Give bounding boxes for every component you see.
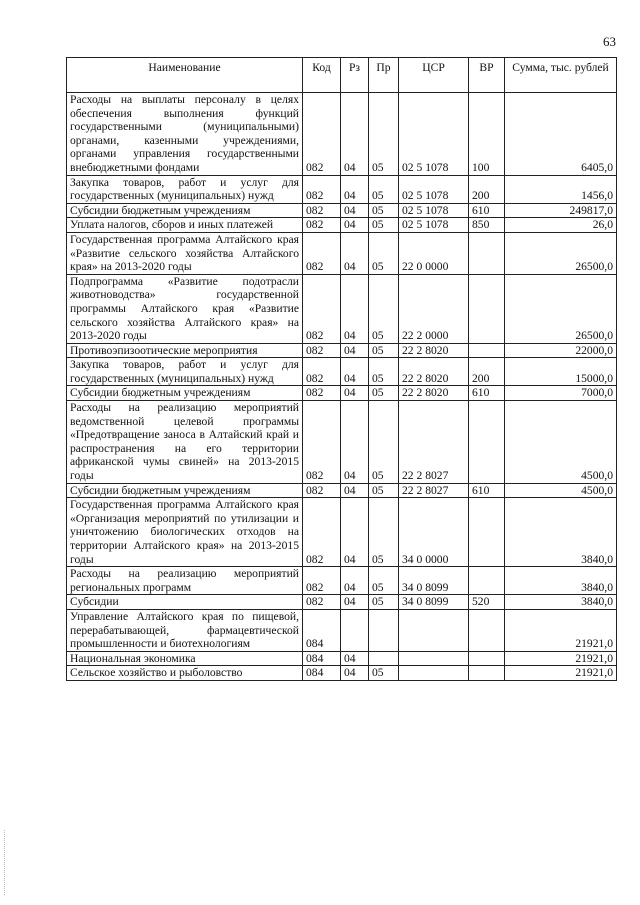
cell-pr: 05 [369, 386, 399, 401]
cell-csr: 22 2 0000 [399, 274, 469, 343]
cell-vr [469, 401, 505, 484]
cell-sum: 4500,0 [505, 401, 617, 484]
header-csr: ЦСР [399, 58, 469, 93]
cell-name: Субсидии бюджетным учреждениям [67, 483, 303, 498]
table-row [67, 401, 617, 484]
cell-vr [469, 609, 505, 651]
cell-name: Государственная программа Алтайского края «Развитие сельского хозяйства Алтайского края» на 2013-2020 годы [67, 232, 303, 274]
cell-kod: 084 [303, 609, 341, 651]
cell-vr: 610 [469, 386, 505, 401]
cell-rz: 04 [341, 274, 369, 343]
cell-pr: 05 [369, 203, 399, 218]
cell-name: Закупка товаров, работ и услуг для государственных (муниципальных) нужд [67, 358, 303, 386]
cell-name: Противоэпизоотические мероприятия [67, 343, 303, 358]
table-header-row [67, 58, 617, 93]
table-row [67, 343, 617, 358]
cell-pr: 05 [369, 274, 399, 343]
cell-kod: 082 [303, 498, 341, 567]
cell-pr [369, 651, 399, 666]
cell-name: Национальная экономика [67, 651, 303, 666]
cell-pr: 05 [369, 175, 399, 203]
cell-pr: 05 [369, 218, 399, 233]
table-row [67, 595, 617, 610]
cell-sum: 26500,0 [505, 232, 617, 274]
table-row [67, 609, 617, 651]
cell-pr: 05 [369, 93, 399, 176]
cell-name: Расходы на реализацию мероприятий региональных программ [67, 567, 303, 595]
cell-vr: 520 [469, 595, 505, 610]
header-sum: Сумма, тыс. рублей [505, 58, 617, 93]
cell-kod: 082 [303, 401, 341, 484]
cell-pr: 05 [369, 358, 399, 386]
cell-name: Закупка товаров, работ и услуг для государственных (муниципальных) нужд [67, 175, 303, 203]
cell-kod: 082 [303, 274, 341, 343]
cell-kod: 082 [303, 343, 341, 358]
cell-rz: 04 [341, 651, 369, 666]
cell-rz: 04 [341, 93, 369, 176]
header-pr: Пр [369, 58, 399, 93]
cell-vr [469, 274, 505, 343]
cell-sum: 1456,0 [505, 175, 617, 203]
table-row [67, 483, 617, 498]
cell-name: Расходы на выплаты персоналу в целях обеспечения выполнения функций государственными (муниципальными) органами, казенными учреждениями, органами управления государственными внебюджетными фондами [67, 93, 303, 176]
cell-csr: 22 2 8027 [399, 483, 469, 498]
cell-vr: 200 [469, 175, 505, 203]
cell-vr [469, 666, 505, 681]
cell-csr [399, 609, 469, 651]
cell-pr: 05 [369, 666, 399, 681]
cell-sum: 15000,0 [505, 358, 617, 386]
cell-csr: 34 0 0000 [399, 498, 469, 567]
table-row [67, 232, 617, 274]
cell-kod: 082 [303, 218, 341, 233]
cell-sum: 6405,0 [505, 93, 617, 176]
cell-vr [469, 232, 505, 274]
table-row [67, 651, 617, 666]
cell-sum: 7000,0 [505, 386, 617, 401]
header-name: Наименование [67, 58, 303, 93]
cell-vr: 100 [469, 93, 505, 176]
cell-csr: 02 5 1078 [399, 203, 469, 218]
cell-sum: 22000,0 [505, 343, 617, 358]
cell-rz: 04 [341, 232, 369, 274]
header-kod: Код [303, 58, 341, 93]
cell-sum: 21921,0 [505, 609, 617, 651]
cell-kod: 082 [303, 567, 341, 595]
table-row [67, 274, 617, 343]
cell-kod: 084 [303, 666, 341, 681]
cell-kod: 082 [303, 386, 341, 401]
cell-sum: 26500,0 [505, 274, 617, 343]
cell-vr: 610 [469, 203, 505, 218]
cell-csr: 22 0 0000 [399, 232, 469, 274]
cell-name: Управление Алтайского края по пищевой, перерабатывающей, фармацевтической промышленности и биотехнологиям [67, 609, 303, 651]
header-vr: ВР [469, 58, 505, 93]
cell-rz: 04 [341, 218, 369, 233]
cell-sum: 21921,0 [505, 651, 617, 666]
cell-rz: 04 [341, 386, 369, 401]
cell-rz: 04 [341, 203, 369, 218]
cell-pr: 05 [369, 232, 399, 274]
cell-name: Уплата налогов, сборов и иных платежей [67, 218, 303, 233]
cell-csr: 02 5 1078 [399, 93, 469, 176]
scan-edge-mark [4, 830, 7, 895]
cell-kod: 082 [303, 175, 341, 203]
cell-kod: 084 [303, 651, 341, 666]
budget-table [66, 57, 617, 681]
cell-rz: 04 [341, 401, 369, 484]
cell-kod: 082 [303, 203, 341, 218]
table-row [67, 203, 617, 218]
cell-rz: 04 [341, 666, 369, 681]
cell-pr: 05 [369, 401, 399, 484]
table-row [67, 358, 617, 386]
cell-csr: 22 2 8020 [399, 386, 469, 401]
cell-pr: 05 [369, 498, 399, 567]
cell-name: Государственная программа Алтайского края «Организация мероприятий по утилизации и уничтожению биологических отходов на территории Алтайского края» на 2013-2015 годы [67, 498, 303, 567]
cell-vr [469, 498, 505, 567]
table-row [67, 666, 617, 681]
cell-csr: 02 5 1078 [399, 175, 469, 203]
cell-csr: 02 5 1078 [399, 218, 469, 233]
cell-name: Субсидии бюджетным учреждениям [67, 386, 303, 401]
cell-kod: 082 [303, 483, 341, 498]
cell-vr: 850 [469, 218, 505, 233]
cell-pr: 05 [369, 343, 399, 358]
cell-csr: 22 2 8027 [399, 401, 469, 484]
cell-csr: 34 0 8099 [399, 595, 469, 610]
cell-kod: 082 [303, 358, 341, 386]
cell-rz: 04 [341, 358, 369, 386]
cell-kod: 082 [303, 595, 341, 610]
cell-rz: 04 [341, 567, 369, 595]
cell-vr: 200 [469, 358, 505, 386]
cell-csr [399, 651, 469, 666]
cell-pr: 05 [369, 595, 399, 610]
table-row [67, 498, 617, 567]
cell-name: Субсидии бюджетным учреждениям [67, 203, 303, 218]
cell-csr [399, 666, 469, 681]
cell-vr [469, 343, 505, 358]
table-row [67, 386, 617, 401]
cell-sum: 26,0 [505, 218, 617, 233]
table-body [67, 93, 617, 681]
cell-rz: 04 [341, 343, 369, 358]
table-row [67, 93, 617, 176]
cell-rz: 04 [341, 483, 369, 498]
cell-rz: 04 [341, 175, 369, 203]
cell-rz: 04 [341, 595, 369, 610]
cell-vr [469, 651, 505, 666]
cell-rz: 04 [341, 498, 369, 567]
cell-sum: 3840,0 [505, 595, 617, 610]
table-row [67, 218, 617, 233]
cell-name: Субсидии [67, 595, 303, 610]
table-row [67, 175, 617, 203]
page-number: 63 [603, 34, 616, 49]
cell-rz [341, 609, 369, 651]
cell-sum: 3840,0 [505, 498, 617, 567]
table-row [67, 567, 617, 595]
cell-csr: 34 0 8099 [399, 567, 469, 595]
cell-kod: 082 [303, 232, 341, 274]
cell-kod: 082 [303, 93, 341, 176]
cell-name: Сельское хозяйство и рыболовство [67, 666, 303, 681]
cell-pr [369, 609, 399, 651]
cell-csr: 22 2 8020 [399, 343, 469, 358]
cell-pr: 05 [369, 567, 399, 595]
cell-pr: 05 [369, 483, 399, 498]
cell-sum: 4500,0 [505, 483, 617, 498]
cell-csr: 22 2 8020 [399, 358, 469, 386]
cell-vr: 610 [469, 483, 505, 498]
cell-name: Расходы на реализацию мероприятий ведомственной целевой программы «Предотвращение заноса в Алтайский край и распространения на его территории африканской чумы свиней» на 2013-2015 годы [67, 401, 303, 484]
cell-name: Подпрограмма «Развитие подотрасли животноводства» государственной программы Алтайского края «Развитие сельского хозяйства Алтайского края» на 2013-2020 годы [67, 274, 303, 343]
header-rz: Рз [341, 58, 369, 93]
cell-sum: 3840,0 [505, 567, 617, 595]
cell-vr [469, 567, 505, 595]
cell-sum: 21921,0 [505, 666, 617, 681]
cell-sum: 249817,0 [505, 203, 617, 218]
